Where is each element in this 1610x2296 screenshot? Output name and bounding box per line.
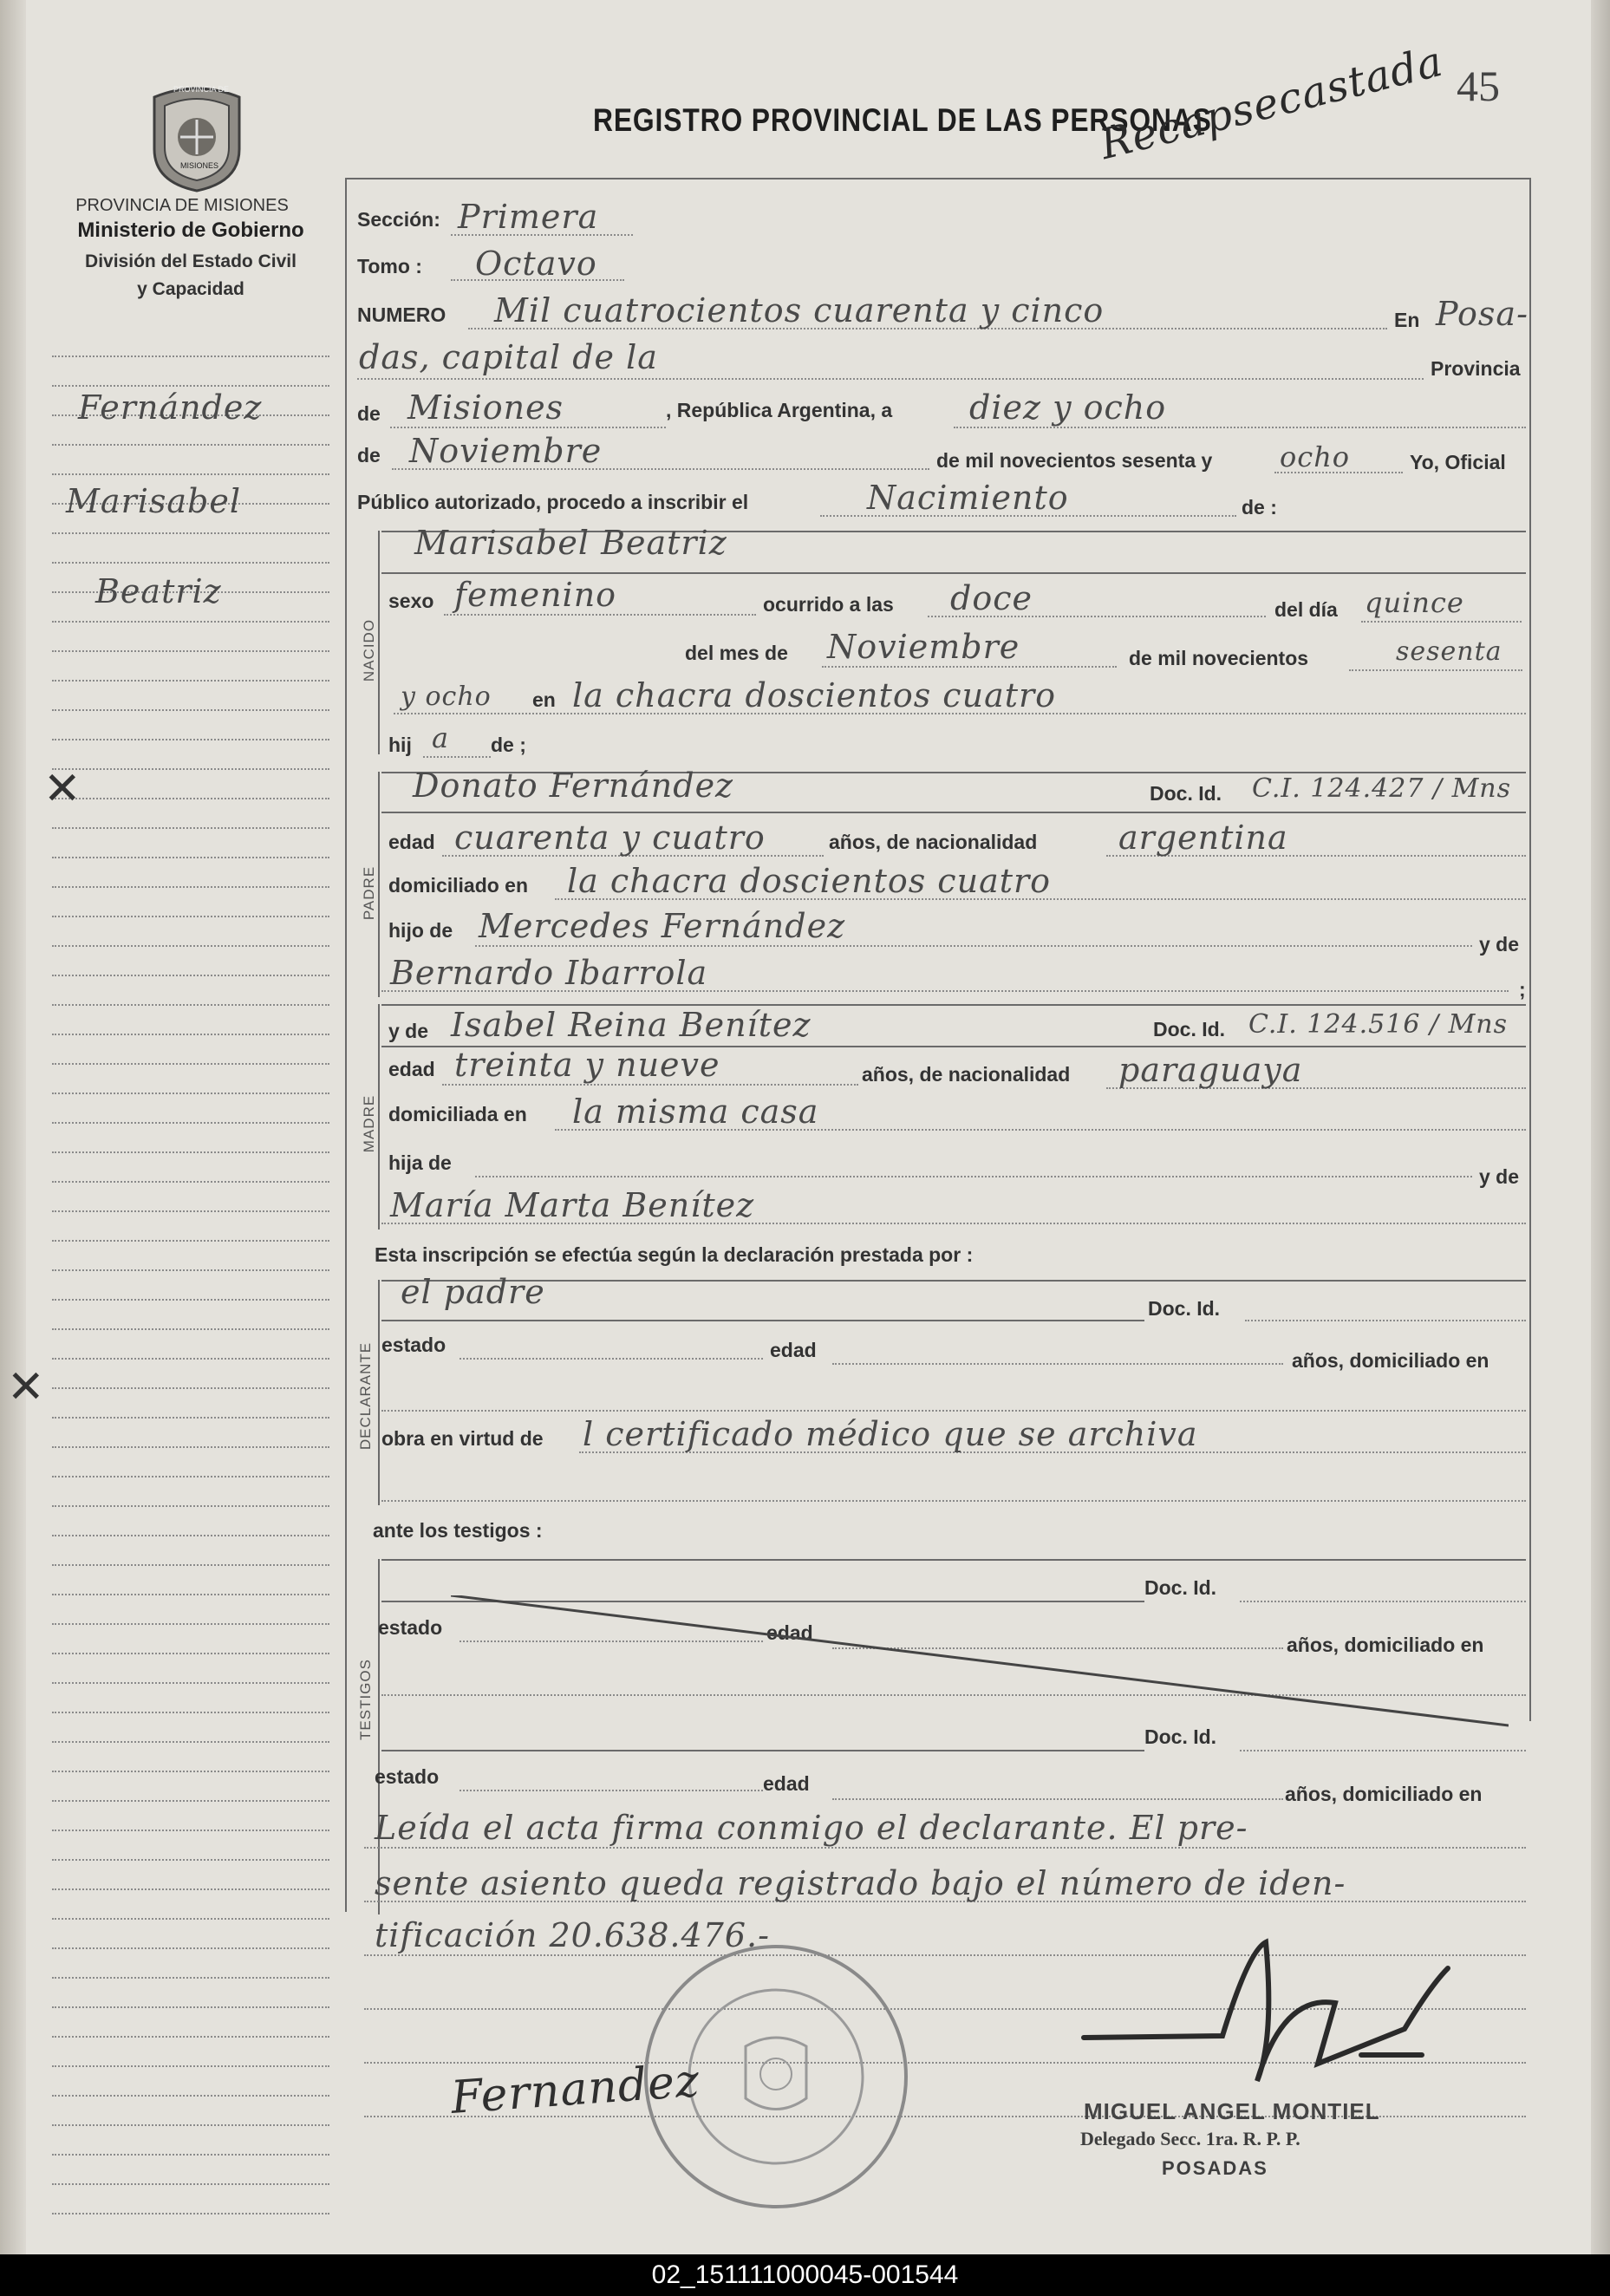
margin-rule-line <box>52 1505 329 1507</box>
margin-rule-line <box>52 1771 329 1772</box>
madre-nac-label: años, de nacionalidad <box>862 1063 1071 1086</box>
margin-rule-line <box>52 1328 329 1330</box>
padre-nac-label: años, de nacionalidad <box>829 831 1038 853</box>
nota-line-3: tificación 20.638.476.- <box>375 1916 770 1954</box>
de-label: de <box>357 402 381 425</box>
hija-de-label: hija de <box>388 1151 452 1174</box>
padre-nac-value: argentina <box>1118 819 1288 857</box>
margin-rule-line <box>52 709 329 711</box>
page-edge <box>1591 0 1610 2254</box>
madre-doc-label: Doc. Id. <box>1153 1018 1226 1040</box>
madre-y-de-label: y de <box>388 1020 429 1042</box>
margin-rule-line <box>52 1181 329 1183</box>
margin-rule-line <box>52 532 329 534</box>
page-title: REGISTRO PROVINCIAL DE LAS PERSONAS <box>593 102 1212 138</box>
padre-doc-label: Doc. Id. <box>1150 782 1222 805</box>
seccion-value: Primera <box>458 198 599 236</box>
anio-value: ocho <box>1280 440 1351 473</box>
madre-nombre-value: Isabel Reina Benítez <box>451 1006 812 1044</box>
margin-rule-line <box>52 1653 329 1654</box>
place-value-1: Posa- <box>1436 295 1529 333</box>
margin-rule-line <box>52 1918 329 1920</box>
nombre-nacido-value: Marisabel Beatriz <box>414 524 727 562</box>
margin-name-1: Marisabel <box>66 482 242 520</box>
nota-line-1: Leída el acta firma conmigo el declarante. El pre- <box>375 1809 1248 1847</box>
ministry-name: Ministerio de Gobierno <box>77 219 304 242</box>
testigo1-doc-label: Doc. Id. <box>1144 1576 1217 1599</box>
margin-rule-line <box>52 1358 329 1360</box>
margin-rule-line <box>52 2213 329 2214</box>
margin-rule-line <box>52 1535 329 1536</box>
margin-rule-line <box>52 1093 329 1094</box>
abuela-paterna-value: Mercedes Fernández <box>479 907 846 945</box>
dia-value: quince <box>1365 586 1464 619</box>
declarante-doc-label: Doc. Id. <box>1148 1297 1221 1320</box>
declarante-value: el padre <box>401 1273 545 1311</box>
madre-doc-value: C.I. 124.516 / Mns <box>1248 1009 1509 1040</box>
margin-rule-line <box>52 680 329 682</box>
hij-suffix-value: a <box>432 721 450 754</box>
margin-rule-line <box>52 1004 329 1006</box>
margin-rule-line <box>52 1476 329 1477</box>
margin-rule-line <box>52 2095 329 2097</box>
hora-value: doce <box>950 579 1033 617</box>
margin-rule-line <box>52 1034 329 1035</box>
officer-place: POSADAS <box>1162 2157 1268 2179</box>
de-semicolon-label: de ; <box>491 734 526 756</box>
margin-rule-line <box>52 2124 329 2126</box>
margin-rule-line <box>52 1063 329 1065</box>
binding-edge <box>0 0 26 2254</box>
padre-edad-value: cuarenta y cuatro <box>454 819 766 857</box>
hij-label: hij <box>388 734 412 756</box>
madre-y-de-label-2: y de <box>1479 1165 1520 1188</box>
anio-nac-1-value: sesenta <box>1396 636 1502 667</box>
madre-nac-value: paraguaya <box>1118 1051 1303 1089</box>
nota-line-2: sente asiento queda registrado bajo el número de iden- <box>375 1864 1346 1902</box>
margin-rule-line <box>52 2154 329 2156</box>
margin-rule-line <box>52 385 329 387</box>
margin-rule-line <box>52 1888 329 1890</box>
sexo-label: sexo <box>388 590 434 612</box>
margin-rule-line <box>52 916 329 917</box>
seccion-label: Sección: <box>357 208 440 231</box>
del-dia-label: del día <box>1274 598 1338 621</box>
margin-rule-line <box>52 1800 329 1802</box>
margin-rule-line <box>52 1269 329 1271</box>
madre-dom-label: domiciliada en <box>388 1103 527 1125</box>
officer-signature-icon <box>1058 1934 1474 2107</box>
padre-tag: PADRE <box>361 865 377 921</box>
lugar-nac-value: la chacra doscientos cuatro <box>572 676 1057 714</box>
sexo-value: femenino <box>454 576 617 614</box>
numero-value: Mil cuatrocientos cuarenta y cinco <box>494 291 1105 329</box>
margin-rule-line <box>52 1859 329 1861</box>
margin-x-mark-2: ✕ <box>7 1363 45 1412</box>
publico-label: Público autorizado, procedo a inscribir el <box>357 491 749 513</box>
ante-label: ante los testigos : <box>373 1519 543 1542</box>
abuela-materna-value: María Marta Benítez <box>390 1186 755 1224</box>
margin-rule-line <box>52 798 329 799</box>
testigo1-edad-label: edad <box>766 1621 813 1644</box>
inscripcion-label: Esta inscripción se efectúa según la declaración prestada por : <box>375 1243 974 1266</box>
margin-surname: Fernández <box>78 388 263 427</box>
margin-rule-line <box>52 945 329 947</box>
padre-doc-value: C.I. 124.427 / Mns <box>1252 773 1512 804</box>
acto-value: Nacimiento <box>867 479 1069 517</box>
de-colon-label: de : <box>1242 496 1277 519</box>
place-value-2: das, capital de la <box>359 338 658 376</box>
madre-edad-label: edad <box>388 1058 435 1080</box>
margin-rule-line <box>52 1594 329 1595</box>
margin-rule-line <box>52 2065 329 2067</box>
margin-rule-line <box>52 1122 329 1124</box>
provincia-label: Provincia <box>1431 357 1521 380</box>
right-frame <box>1529 178 1531 1721</box>
padre-semicolon: ; <box>1519 978 1526 1001</box>
province-name: PROVINCIA DE MISIONES <box>75 196 289 215</box>
declarante-edad-label: edad <box>770 1339 817 1361</box>
yo-oficial-label: Yo, Oficial <box>1410 451 1506 473</box>
margin-rule-line <box>52 2183 329 2185</box>
republica-label: , República Argentina, a <box>666 399 893 421</box>
margin-rule-line <box>52 1151 329 1153</box>
ocurrido-label: ocurrido a las <box>763 593 894 616</box>
obra-value: l certificado médico que se archiva <box>583 1415 1198 1453</box>
margin-rule-line <box>52 621 329 623</box>
margin-rule-line <box>52 1387 329 1389</box>
testigo2-estado-label: estado <box>375 1765 440 1788</box>
margin-rule-line <box>52 1947 329 1949</box>
margin-rule-line <box>52 2006 329 2008</box>
province-crest-icon <box>146 80 248 194</box>
officer-title: Delegado Secc. 1ra. R. P. P. <box>1080 2128 1300 2149</box>
handwritten-stamp-note: Recapsecastada <box>1095 36 1448 170</box>
margin-rule-line <box>52 355 329 357</box>
margin-rule-line <box>52 1446 329 1448</box>
margin-rule-line <box>52 473 329 475</box>
top-frame <box>345 178 1529 179</box>
margin-rule-line <box>52 1682 329 1684</box>
declarante-dom-label: años, domiciliado en <box>1292 1349 1489 1372</box>
testigos-tag: TESTIGOS <box>357 1659 374 1740</box>
mil-novecientos-label: de mil novecientos <box>1129 647 1309 669</box>
page-number: 45 <box>1457 62 1500 110</box>
margin-rule-line <box>52 1712 329 1713</box>
de-label-2: de <box>357 444 381 466</box>
de-mil-label: de mil novecientos sesenta y <box>936 449 1213 472</box>
margin-rule-line <box>52 886 329 888</box>
testigo1-dom-label: años, domiciliado en <box>1287 1634 1484 1656</box>
margin-rule-line <box>52 1417 329 1419</box>
margin-rule-line <box>52 562 329 564</box>
en-label-2: en <box>532 688 556 711</box>
testigo2-doc-label: Doc. Id. <box>1144 1725 1217 1748</box>
division-line-2: y Capacidad <box>137 279 244 299</box>
del-mes-label: del mes de <box>685 642 788 664</box>
margin-rule-line <box>52 857 329 858</box>
margin-x-mark-1: ✕ <box>43 765 81 814</box>
testigos-cancel-line <box>451 1595 1509 1734</box>
provincia-value: Misiones <box>407 388 564 427</box>
tomo-label: Tomo : <box>357 255 422 277</box>
division-line-1: División del Estado Civil <box>85 251 297 271</box>
declarante-tag: DECLARANTE <box>357 1341 374 1451</box>
mes-value: Noviembre <box>827 628 1020 666</box>
declarante-signature: Fernandez <box>449 2055 702 2124</box>
margin-rule-line <box>52 1564 329 1566</box>
madre-edad-value: treinta y nueve <box>454 1046 720 1084</box>
madre-dom-value: la misma casa <box>572 1093 819 1131</box>
numero-label: NUMERO <box>357 303 446 326</box>
padre-y-de-label: y de <box>1479 933 1520 956</box>
margin-rule-line <box>52 1240 329 1242</box>
fecha-mes-value: Noviembre <box>409 432 603 470</box>
margin-rule-line <box>52 827 329 829</box>
margin-rule-line <box>52 1210 329 1212</box>
officer-name: MIGUEL ANGEL MONTIEL <box>1084 2098 1380 2124</box>
declarante-estado-label: estado <box>381 1334 446 1356</box>
en-label: En <box>1394 309 1420 331</box>
testigo2-dom-label: años, domiciliado en <box>1285 1783 1483 1805</box>
margin-divider <box>345 178 347 1912</box>
margin-rule-line <box>52 768 329 770</box>
margin-rule-line <box>52 1830 329 1831</box>
crest-top-text: PROVINCIA DE <box>173 85 230 94</box>
tomo-value: Octavo <box>475 245 597 283</box>
margin-rule-line <box>52 444 329 446</box>
hijo-de-label: hijo de <box>388 919 453 942</box>
testigo2-edad-label: edad <box>763 1772 810 1795</box>
margin-rule-line <box>52 739 329 740</box>
margin-rule-line <box>52 1299 329 1301</box>
fecha-dia-value: diez y ocho <box>969 388 1167 427</box>
margin-rule-line <box>52 2036 329 2038</box>
margin-rule-line <box>52 1977 329 1979</box>
abuelo-paterno-value: Bernardo Ibarrola <box>390 954 708 992</box>
anio-nac-2-value: y ocho <box>401 682 492 712</box>
testigo1-estado-label: estado <box>378 1616 443 1639</box>
margin-name-2: Beatriz <box>95 572 222 610</box>
madre-tag: MADRE <box>361 1094 377 1153</box>
padre-edad-label: edad <box>388 831 435 853</box>
padre-dom-value: la chacra doscientos cuatro <box>567 862 1052 900</box>
margin-rule-line <box>52 1741 329 1743</box>
crest-bottom-text: MISIONES <box>180 161 219 170</box>
margin-rule-line <box>52 1623 329 1625</box>
margin-rule-line <box>52 650 329 652</box>
archive-id-footer: 02_151111000045-001544 <box>0 2254 1610 2296</box>
obra-label: obra en virtud de <box>381 1427 544 1450</box>
nacido-tag: NACIDO <box>361 618 377 682</box>
padre-dom-label: domiciliado en <box>388 874 529 897</box>
padre-nombre-value: Donato Fernández <box>413 766 734 805</box>
margin-rule-line <box>52 975 329 976</box>
